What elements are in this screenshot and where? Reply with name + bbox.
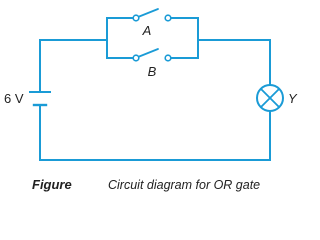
lamp-label: Y bbox=[288, 91, 297, 106]
lamp bbox=[257, 85, 298, 111]
figure-caption bbox=[32, 177, 260, 192]
caption-title: Figure bbox=[32, 177, 72, 192]
switch-a bbox=[133, 9, 171, 38]
caption-text: Circuit diagram for OR gate bbox=[108, 178, 261, 192]
switch-a-blade bbox=[138, 9, 158, 17]
switch-b-terminal-right bbox=[165, 55, 171, 61]
switch-b-terminal-left bbox=[133, 55, 139, 61]
switch-b-blade bbox=[138, 49, 158, 57]
switch-b bbox=[133, 49, 171, 79]
battery bbox=[4, 91, 50, 106]
battery-voltage-label: 6 V bbox=[4, 91, 24, 106]
circuit-wires bbox=[40, 40, 270, 160]
switch-a-label: A bbox=[142, 23, 152, 38]
switch-a-terminal-left bbox=[133, 15, 139, 21]
switch-a-terminal-right bbox=[165, 15, 171, 21]
switch-b-label: B bbox=[147, 64, 157, 79]
